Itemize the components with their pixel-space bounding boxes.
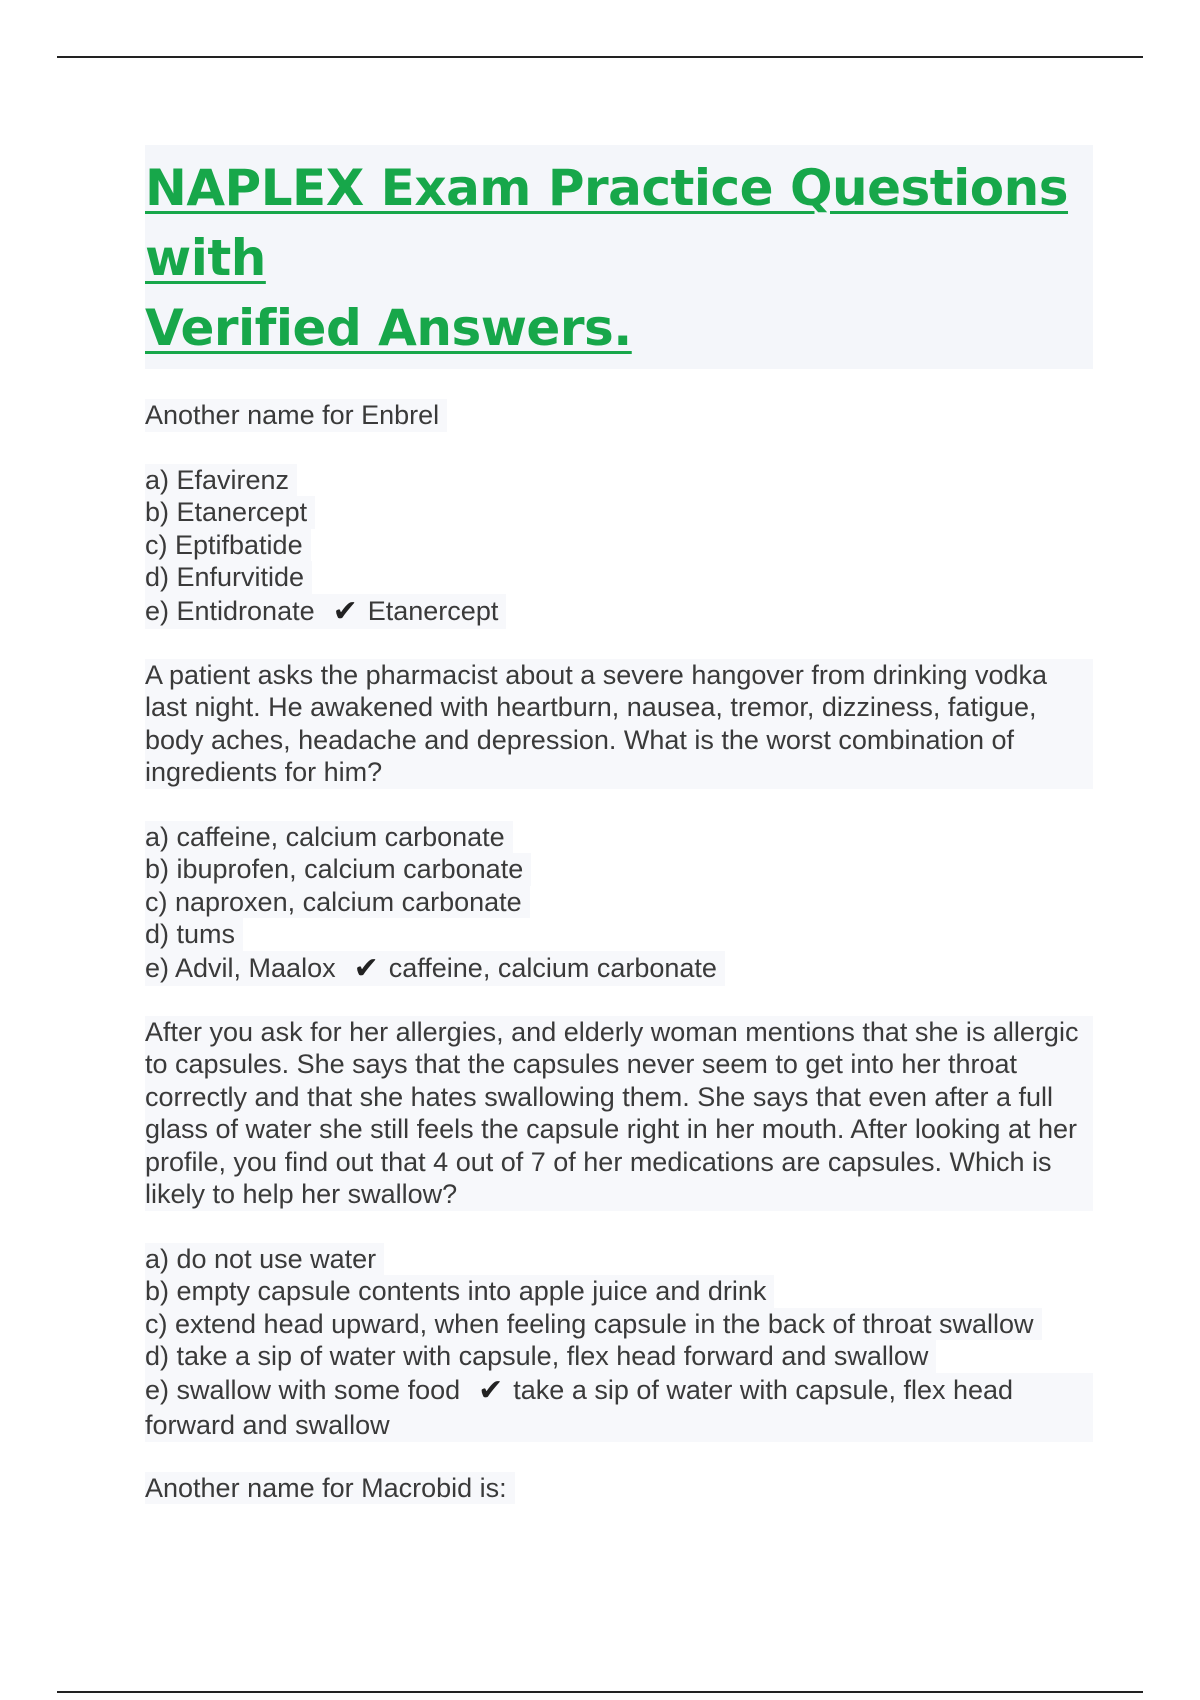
check-mark-icon: ✔ — [478, 1373, 504, 1407]
question-4 — [145, 1472, 1093, 1537]
page-title — [145, 153, 1087, 363]
option-b: b) ibuprofen, calcium carbonate — [145, 853, 531, 886]
verified-answer: Etanercept — [367, 595, 499, 626]
option-b: b) Etanercept — [145, 496, 315, 529]
verified-answer: take a sip of water with capsule, flex head forward and swallow — [145, 1374, 1014, 1440]
option-c: c) Eptifbatide — [145, 529, 311, 562]
option-e-with-answer — [145, 951, 725, 986]
option-a: a) do not use water — [145, 1243, 384, 1276]
option-c: c) naproxen, calcium carbonate — [145, 886, 530, 919]
question-2 — [145, 659, 1093, 986]
title-line-1: NAPLEX Exam Practice Questions with — [145, 159, 1069, 287]
option-a: a) caffeine, calcium carbonate — [145, 821, 513, 854]
option-e: e) Advil, Maalox — [145, 952, 336, 983]
option-a: a) Efavirenz — [145, 464, 297, 497]
question-stem: After you ask for her allergies, and elderly woman mentions that she is allergic to capsules. She says that the capsules never seem to get into her throat correctly and that she hates swallowing them. She says that even after a full glass of water she still feels the capsule right in her mouth. After looking at her profile, you find out that 4 out of 7 of her medications are capsules. Which is likely to help her swallow? — [145, 1016, 1093, 1211]
question-1 — [145, 399, 1093, 629]
check-mark-icon: ✔ — [332, 594, 358, 628]
verified-answer: caffeine, calcium carbonate — [388, 952, 717, 983]
title-block — [145, 145, 1093, 369]
option-list — [145, 1243, 1093, 1442]
title-line-2: Verified Answers. — [145, 299, 632, 357]
header-rule — [57, 56, 1143, 58]
question-3 — [145, 1016, 1093, 1442]
option-list — [145, 821, 1093, 986]
option-e-with-answer — [145, 594, 506, 629]
option-b: b) empty capsule contents into apple juice and drink — [145, 1275, 774, 1308]
footer-rule — [57, 1691, 1143, 1693]
question-stem: A patient asks the pharmacist about a severe hangover from drinking vodka last night. He awakened with heartburn, nausea, tremor, dizziness, fatigue, body aches, headache and depression. What is the worst combination of ingredients for him? — [145, 659, 1093, 789]
option-list — [145, 464, 1093, 629]
check-mark-icon: ✔ — [353, 951, 379, 985]
question-stem: Another name for Macrobid is: — [145, 1472, 515, 1505]
option-d: d) take a sip of water with capsule, flex head forward and swallow — [145, 1340, 936, 1373]
option-d: d) Enfurvitide — [145, 561, 312, 594]
option-c: c) extend head upward, when feeling capsule in the back of throat swallow — [145, 1308, 1042, 1341]
option-e: e) Entidronate — [145, 595, 315, 626]
question-stem: Another name for Enbrel — [145, 399, 447, 432]
document-body — [145, 145, 1093, 1566]
option-e: e) swallow with some food — [145, 1374, 461, 1405]
option-d: d) tums — [145, 918, 243, 951]
option-e-with-answer — [145, 1373, 1093, 1442]
